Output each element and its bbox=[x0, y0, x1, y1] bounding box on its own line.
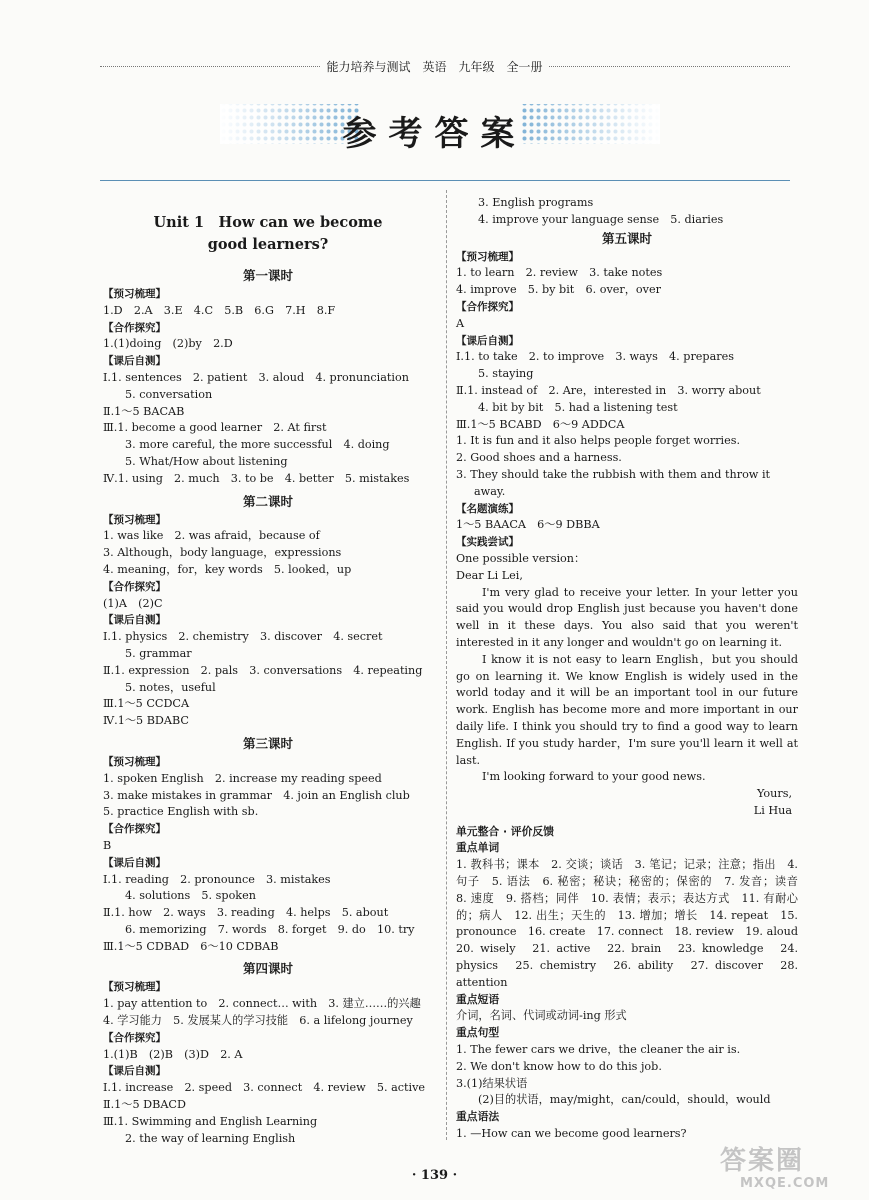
section-heading: 【合作探究】 bbox=[103, 580, 166, 593]
answer-line: Ⅲ.1. become a good learner 2. At first bbox=[103, 421, 327, 435]
answer-line: 6. memorizing 7. words 8. forget 9. do 10. try bbox=[125, 922, 415, 936]
answer-line: Ⅱ.1～5 DBACD bbox=[103, 1098, 186, 1112]
answer-line: Ⅱ.1. expression 2. pals 3. conversations 4. repeating bbox=[103, 663, 423, 677]
answer-line: Ⅱ.1. how 2. ways 3. reading 4. helps 5. about bbox=[103, 906, 389, 920]
section-heading: 【预习梳理】 bbox=[103, 288, 166, 300]
letter-greeting: Dear Li Lei, bbox=[456, 568, 523, 582]
answer-line: Ⅲ.1～5 CDBAD 6～10 CDBAB bbox=[103, 939, 279, 953]
lesson-title: 第五课时 bbox=[601, 230, 652, 246]
left-column bbox=[103, 212, 433, 1147]
answer-line: Ⅱ.1～5 BACAB bbox=[103, 404, 185, 418]
section-heading: 【合作探究】 bbox=[103, 1031, 166, 1044]
unit-title-line2: good learners? bbox=[207, 236, 329, 253]
section-heading: 【课后自测】 bbox=[103, 856, 166, 869]
running-header: 能力培养与测试 英语 九年级 全一册 bbox=[0, 58, 869, 75]
answer-line: Ⅳ.1. using 2. much 3. to be 4. better 5. mistakes bbox=[103, 471, 410, 485]
section-heading: 【合作探究】 bbox=[103, 823, 166, 836]
answer-line: 1～5 BAACA 6～9 DBBA bbox=[456, 518, 600, 532]
column-divider bbox=[446, 190, 447, 1140]
answer-line: 4. solutions 5. spoken bbox=[125, 889, 256, 903]
section-heading: 重点语法 bbox=[456, 1110, 500, 1124]
answer-line: 1.(1)B (2)B (3)D 2. A bbox=[103, 1047, 243, 1061]
answer-line: 2. We don't know how to do this job. bbox=[456, 1059, 662, 1073]
answer-line: 1. spoken English 2. increase my reading speed bbox=[103, 771, 382, 785]
watermark-logo bbox=[690, 1140, 860, 1192]
section-heading: 【实践尝试】 bbox=[456, 536, 519, 549]
lesson-title: 第二课时 bbox=[242, 493, 293, 509]
section-heading: 【合作探究】 bbox=[103, 321, 166, 334]
title-divider bbox=[100, 180, 790, 181]
answer-line: Ⅰ.1. increase 2. speed 3. connect 4. review 5. active bbox=[103, 1081, 426, 1095]
section-heading: 【预习梳理】 bbox=[103, 981, 166, 994]
section-heading: 【课后自测】 bbox=[103, 614, 166, 627]
answer-line: 3. more careful, the more successful 4. doing bbox=[125, 438, 390, 452]
answer-line: (1)A (2)C bbox=[103, 596, 163, 610]
lesson-title: 第四课时 bbox=[242, 961, 293, 977]
answer-line: 3. They should take the rubbish with them and throw it away. bbox=[456, 467, 771, 498]
section-heading: 【课后自测】 bbox=[103, 355, 166, 368]
answer-line: (2)目的状语，may/might，can/could，should，would bbox=[478, 1093, 771, 1107]
answer-line: 5. practice English with sb. bbox=[103, 805, 259, 819]
answer-line: Ⅲ.1. Swimming and English Learning bbox=[103, 1114, 318, 1128]
section-heading: 【名题演练】 bbox=[456, 502, 519, 515]
answer-line: Ⅱ.1. instead of 2. Are，interested in 3. worry about bbox=[456, 383, 761, 397]
answer-line: Ⅰ.1. sentences 2. patient 3. aloud 4. pronunciation bbox=[103, 370, 409, 384]
answer-line: Ⅰ.1. physics 2. chemistry 3. discover 4. secret bbox=[103, 630, 383, 644]
section-heading: 【预习梳理】 bbox=[103, 755, 166, 768]
answer-line: 4. improve your language sense 5. diaries bbox=[478, 212, 724, 226]
section-heading: 重点短语 bbox=[456, 992, 500, 1006]
unit-title-line1: Unit 1 How can we become bbox=[153, 214, 383, 231]
answer-line: 1. It is fun and it also helps people forget worries. bbox=[456, 434, 741, 448]
answer-line: Ⅰ.1. reading 2. pronounce 3. mistakes bbox=[103, 872, 331, 886]
section-heading: 【预习梳理】 bbox=[103, 513, 166, 526]
section-heading: 重点句型 bbox=[456, 1026, 500, 1040]
page-title: 参考答案 bbox=[342, 114, 527, 154]
section-heading: 【课后自测】 bbox=[456, 334, 519, 347]
answer-line: Ⅰ.1. to take 2. to improve 3. ways 4. prepares bbox=[456, 350, 734, 364]
answer-line: 5. grammar bbox=[125, 646, 192, 660]
answer-line: 1. to learn 2. review 3. take notes bbox=[456, 266, 663, 280]
answer-line: 5. What/How about listening bbox=[125, 454, 288, 468]
vocab-list: 1. 教科书；课本 2. 交谈；谈话 3. 笔记；记录；注意；指出 4. 句子 5. 语法 6. 秘密；秘诀；秘密的；保密的 7. 发音；读音 8. 速度 9. 搭档；同伴 10. 表情；表示；表达方式 11. 有耐心的；病人 12. 出生；天生的 13. 增加；增长 14. repeat 15. pronounce 16. create 17. connect 18. review 19. aloud 20. wisely 21. active 22. brain 23. knowledge 24. physics 25. chemistry 26. ability 27. discover 28. attention bbox=[456, 858, 810, 989]
answer-line: 3. make mistakes in grammar 4. join an English club bbox=[103, 788, 410, 802]
answer-line: One possible version： bbox=[456, 551, 586, 565]
answer-line: 5. notes，useful bbox=[125, 680, 216, 694]
answer-line: Ⅳ.1～5 BDABC bbox=[103, 714, 189, 728]
section-heading: 【课后自测】 bbox=[103, 1065, 166, 1078]
answer-line: 3.(1)结果状语 bbox=[456, 1076, 528, 1090]
answer-line: 4. meaning，for，key words 5. looked，up bbox=[103, 562, 352, 576]
answer-line: 3. Although，body language，expressions bbox=[103, 546, 342, 560]
letter-paragraph: I'm very glad to receive your letter. In your letter you said you would drop English just because you haven't done well in it these days. You also said that you weren't interested in it any longer and wouldn't go on learning it. bbox=[456, 585, 798, 649]
section-heading: 【预习梳理】 bbox=[456, 250, 519, 263]
letter-paragraph: I know it is not easy to learn English，but you should go on learning it. We know English is widely used in the world today and it will be an important tool in our future work. English has become more and more important in our daily life. I think you should try to find a good way to learn English. If you study harder，I'm sure you'll learn it well at last. bbox=[456, 652, 798, 767]
answer-line: 1. pay attention to 2. connect… with 3. 建立……的兴趣 bbox=[103, 997, 421, 1011]
answer-line: 2. the way of learning English bbox=[125, 1131, 296, 1145]
answer-line: 5. staying bbox=[478, 367, 534, 381]
answer-line: Ⅲ.1～5 BCABD 6～9 ADDCA bbox=[456, 417, 625, 431]
watermark-text: 答案圈 bbox=[720, 1146, 805, 1176]
right-column bbox=[456, 195, 810, 1143]
answer-line: A bbox=[456, 316, 465, 330]
answer-line: 1. was like 2. was afraid，because of bbox=[103, 529, 320, 543]
lesson-title: 第一课时 bbox=[242, 268, 293, 283]
answer-line: 介词，名词、代词或动词-ing 形式 bbox=[456, 1009, 627, 1023]
answer-line: 1.D 2.A 3.E 4.C 5.B 6.G 7.H 8.F bbox=[103, 303, 336, 317]
answer-line: Ⅲ.1～5 CCDCA bbox=[103, 697, 190, 711]
answer-line: 2. Good shoes and a harness. bbox=[456, 451, 622, 465]
answer-line: B bbox=[103, 838, 112, 852]
lesson-title: 第三课时 bbox=[242, 735, 293, 751]
answer-line: 1. —How can we become good learners? bbox=[456, 1127, 687, 1141]
answer-line: 3. English programs bbox=[478, 196, 594, 209]
answer-line: 5. conversation bbox=[125, 387, 213, 401]
letter-closing: Yours, bbox=[757, 787, 792, 801]
answer-line: 1. The fewer cars we drive，the cleaner the air is. bbox=[456, 1043, 741, 1057]
section-heading: 重点单词 bbox=[456, 841, 500, 855]
page-number: · 139 · bbox=[411, 1168, 458, 1183]
letter-paragraph: I'm looking forward to your good news. bbox=[482, 770, 706, 784]
watermark-url: MXQE.COM bbox=[740, 1176, 830, 1191]
section-heading: 【合作探究】 bbox=[456, 300, 519, 313]
answer-line: 4. 学习能力 5. 发展某人的学习技能 6. a lifelong journey bbox=[103, 1014, 413, 1028]
answer-line: 1.(1)doing (2)by 2.D bbox=[103, 337, 233, 351]
unit-title bbox=[103, 212, 433, 256]
answer-line: 4. improve 5. by bit 6. over，over bbox=[456, 283, 661, 297]
unit-review-title: 单元整合 · 评价反馈 bbox=[456, 824, 554, 838]
answer-line: 4. bit by bit 5. had a listening test bbox=[478, 400, 678, 414]
letter-signature: Li Hua bbox=[753, 803, 792, 817]
